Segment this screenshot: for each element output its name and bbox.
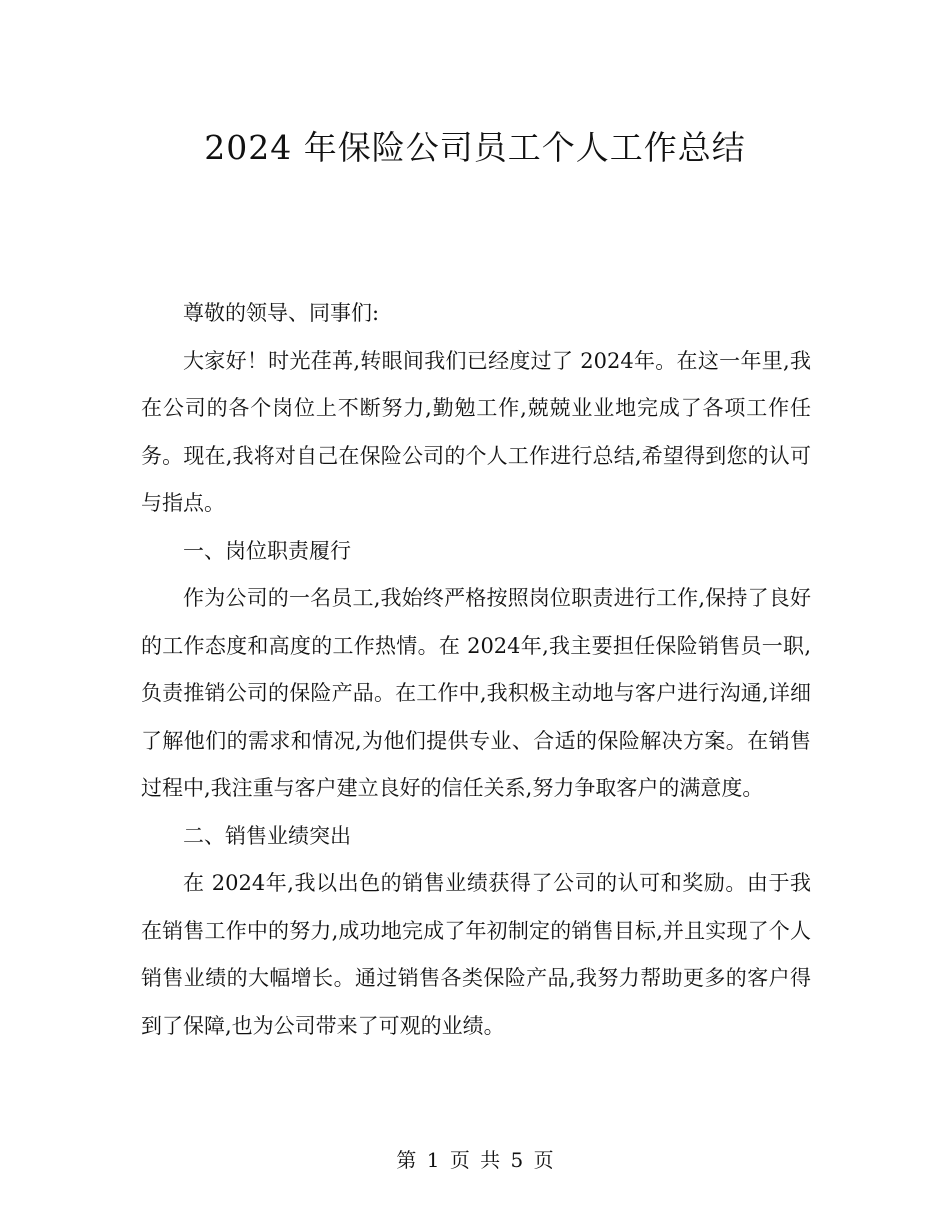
- section-heading-sales: 二、销售业绩突出: [183, 823, 351, 848]
- document-body: [141, 290, 811, 1050]
- section-body-duties: 作为公司的一名员工,我始终严格按照岗位职责进行工作,保持了良好的工作态度和高度的工作热情。在 2024年,我主要担任保险销售员一职,负责推销公司的保险产品。在工作中,我积极主动地与客户进行沟通,详细了解他们的需求和情况,为他们提供专业、合适的保险解决方案。在销售过程中,我注重与客户建立良好的信任关系,努力争取客户的满意度。: [141, 586, 811, 800]
- salutation: 尊敬的领导、同事们:: [183, 301, 380, 325]
- section-heading-duties: 一、岗位职责履行: [183, 538, 351, 563]
- intro-paragraph: 大家好！时光荏苒,转眼间我们已经度过了 2024年。在这一年里,我在公司的各个岗位上不断努力,勤勉工作,兢兢业业地完成了各项工作任务。现在,我将对自己在保险公司的个人工作进行总结,希望得到您的认可与指点。: [141, 348, 811, 515]
- section-body-sales: 在 2024年,我以出色的销售业绩获得了公司的认可和奖励。由于我在销售工作中的努力,成功地完成了年初制定的销售目标,并且实现了个人销售业绩的大幅增长。通过销售各类保险产品,我努力帮助更多的客户得到了保障,也为公司带来了可观的业绩。: [141, 871, 811, 1038]
- page-number-footer: 第 1 页 共 5 页: [396, 1148, 554, 1172]
- document-title: 2024 年保险公司员工个人工作总结: [204, 128, 746, 167]
